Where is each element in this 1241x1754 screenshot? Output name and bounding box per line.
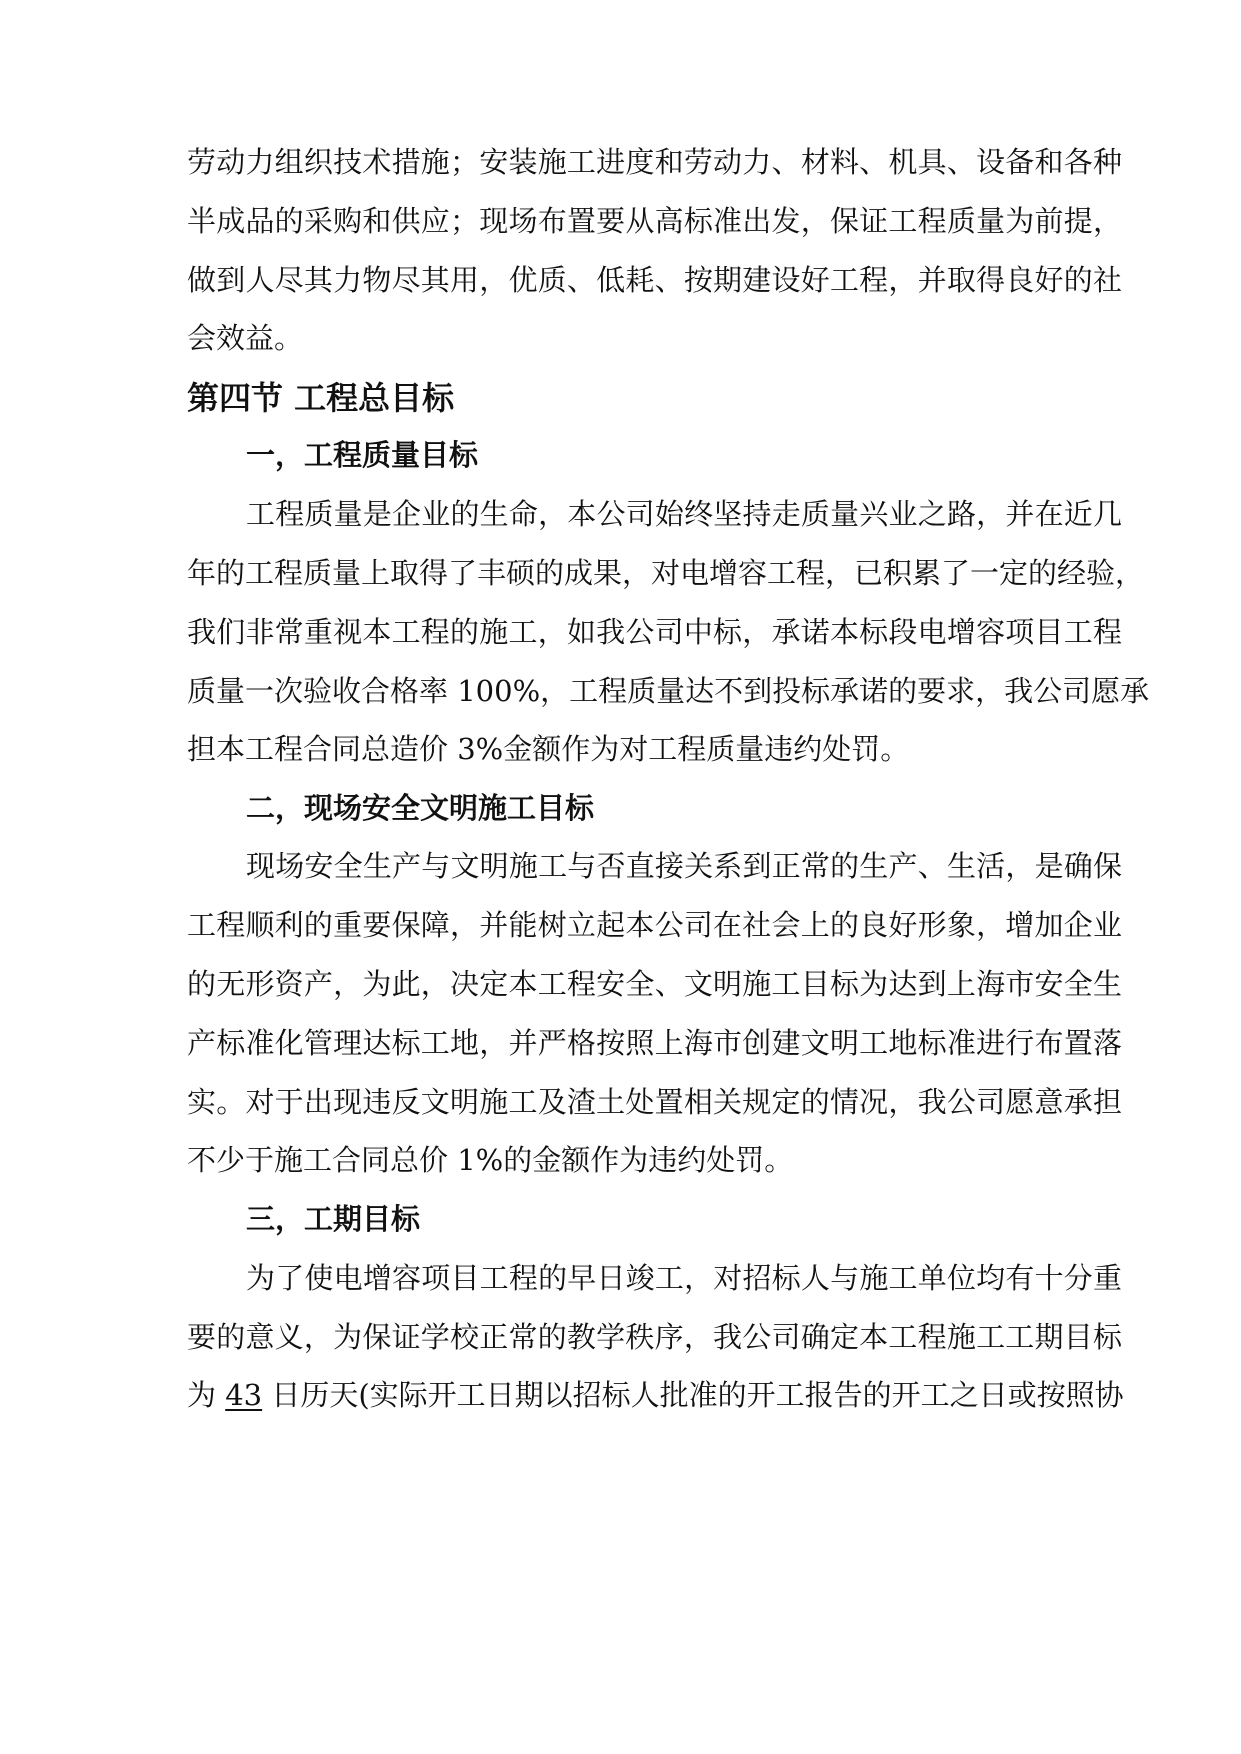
text-fragment: 为 <box>187 1378 226 1412</box>
paragraph-line: 年的工程质量上取得了丰硕的成果，对电增容工程，已积累了一定的经验， <box>187 556 1145 590</box>
paragraph-line: 为了使电增容项目工程的早日竣工，对招标人与施工单位均有十分重 <box>246 1261 1122 1295</box>
text-fragment: 日历天(实际开工日期以招标人批准的开工报告的开工之日或按照协 <box>262 1378 1124 1412</box>
paragraph-line: 劳动力组织技术措施；安装施工进度和劳动力、材料、机具、设备和各种 <box>187 145 1122 179</box>
paragraph-line: 实。对于出现违反文明施工及渣土处置相关规定的情况，我公司愿意承担 <box>187 1085 1122 1119</box>
paragraph-line: 要的意义，为保证学校正常的教学秩序，我公司确定本工程施工工期目标 <box>187 1320 1122 1354</box>
paragraph-line: 半成品的采购和供应；现场布置要从高标准出发，保证工程质量为前提， <box>187 204 1122 238</box>
paragraph-line: 工程质量是企业的生命，本公司始终坚持走质量兴业之路，并在近几 <box>246 497 1122 531</box>
paragraph-line: 质量一次验收合格率 100%，工程质量达不到投标承诺的要求，我公司愿承 <box>187 674 1150 708</box>
paragraph-line: 产标准化管理达标工地，并严格按照上海市创建文明工地标准进行布置落 <box>187 1026 1122 1060</box>
paragraph-line: 会效益。 <box>187 321 304 355</box>
duration-days: 43 <box>225 1378 263 1412</box>
paragraph-line: 的无形资产，为此，决定本工程安全、文明施工目标为达到上海市安全生 <box>187 967 1122 1001</box>
subheading-quality: 一，工程质量目标 <box>246 438 479 472</box>
paragraph-line <box>187 1375 1122 1415</box>
subheading-schedule: 三，工期目标 <box>246 1202 421 1236</box>
paragraph-line: 做到人尽其力物尽其用，优质、低耗、按期建设好工程，并取得良好的社 <box>187 263 1122 297</box>
paragraph-line: 我们非常重视本工程的施工，如我公司中标，承诺本标段电增容项目工程 <box>187 615 1122 649</box>
paragraph-line: 现场安全生产与文明施工与否直接关系到正常的生产、生活，是确保 <box>246 849 1122 883</box>
subheading-safety: 二，现场安全文明施工目标 <box>246 791 595 825</box>
paragraph-line: 不少于施工合同总价 1%的金额作为违约处罚。 <box>187 1143 794 1177</box>
section-title: 第四节 工程总目标 <box>187 379 455 417</box>
paragraph-line: 担本工程合同总造价 3%金额作为对工程质量违约处罚。 <box>187 732 910 766</box>
paragraph-line: 工程顺利的重要保障，并能树立起本公司在社会上的良好形象，增加企业 <box>187 908 1122 942</box>
